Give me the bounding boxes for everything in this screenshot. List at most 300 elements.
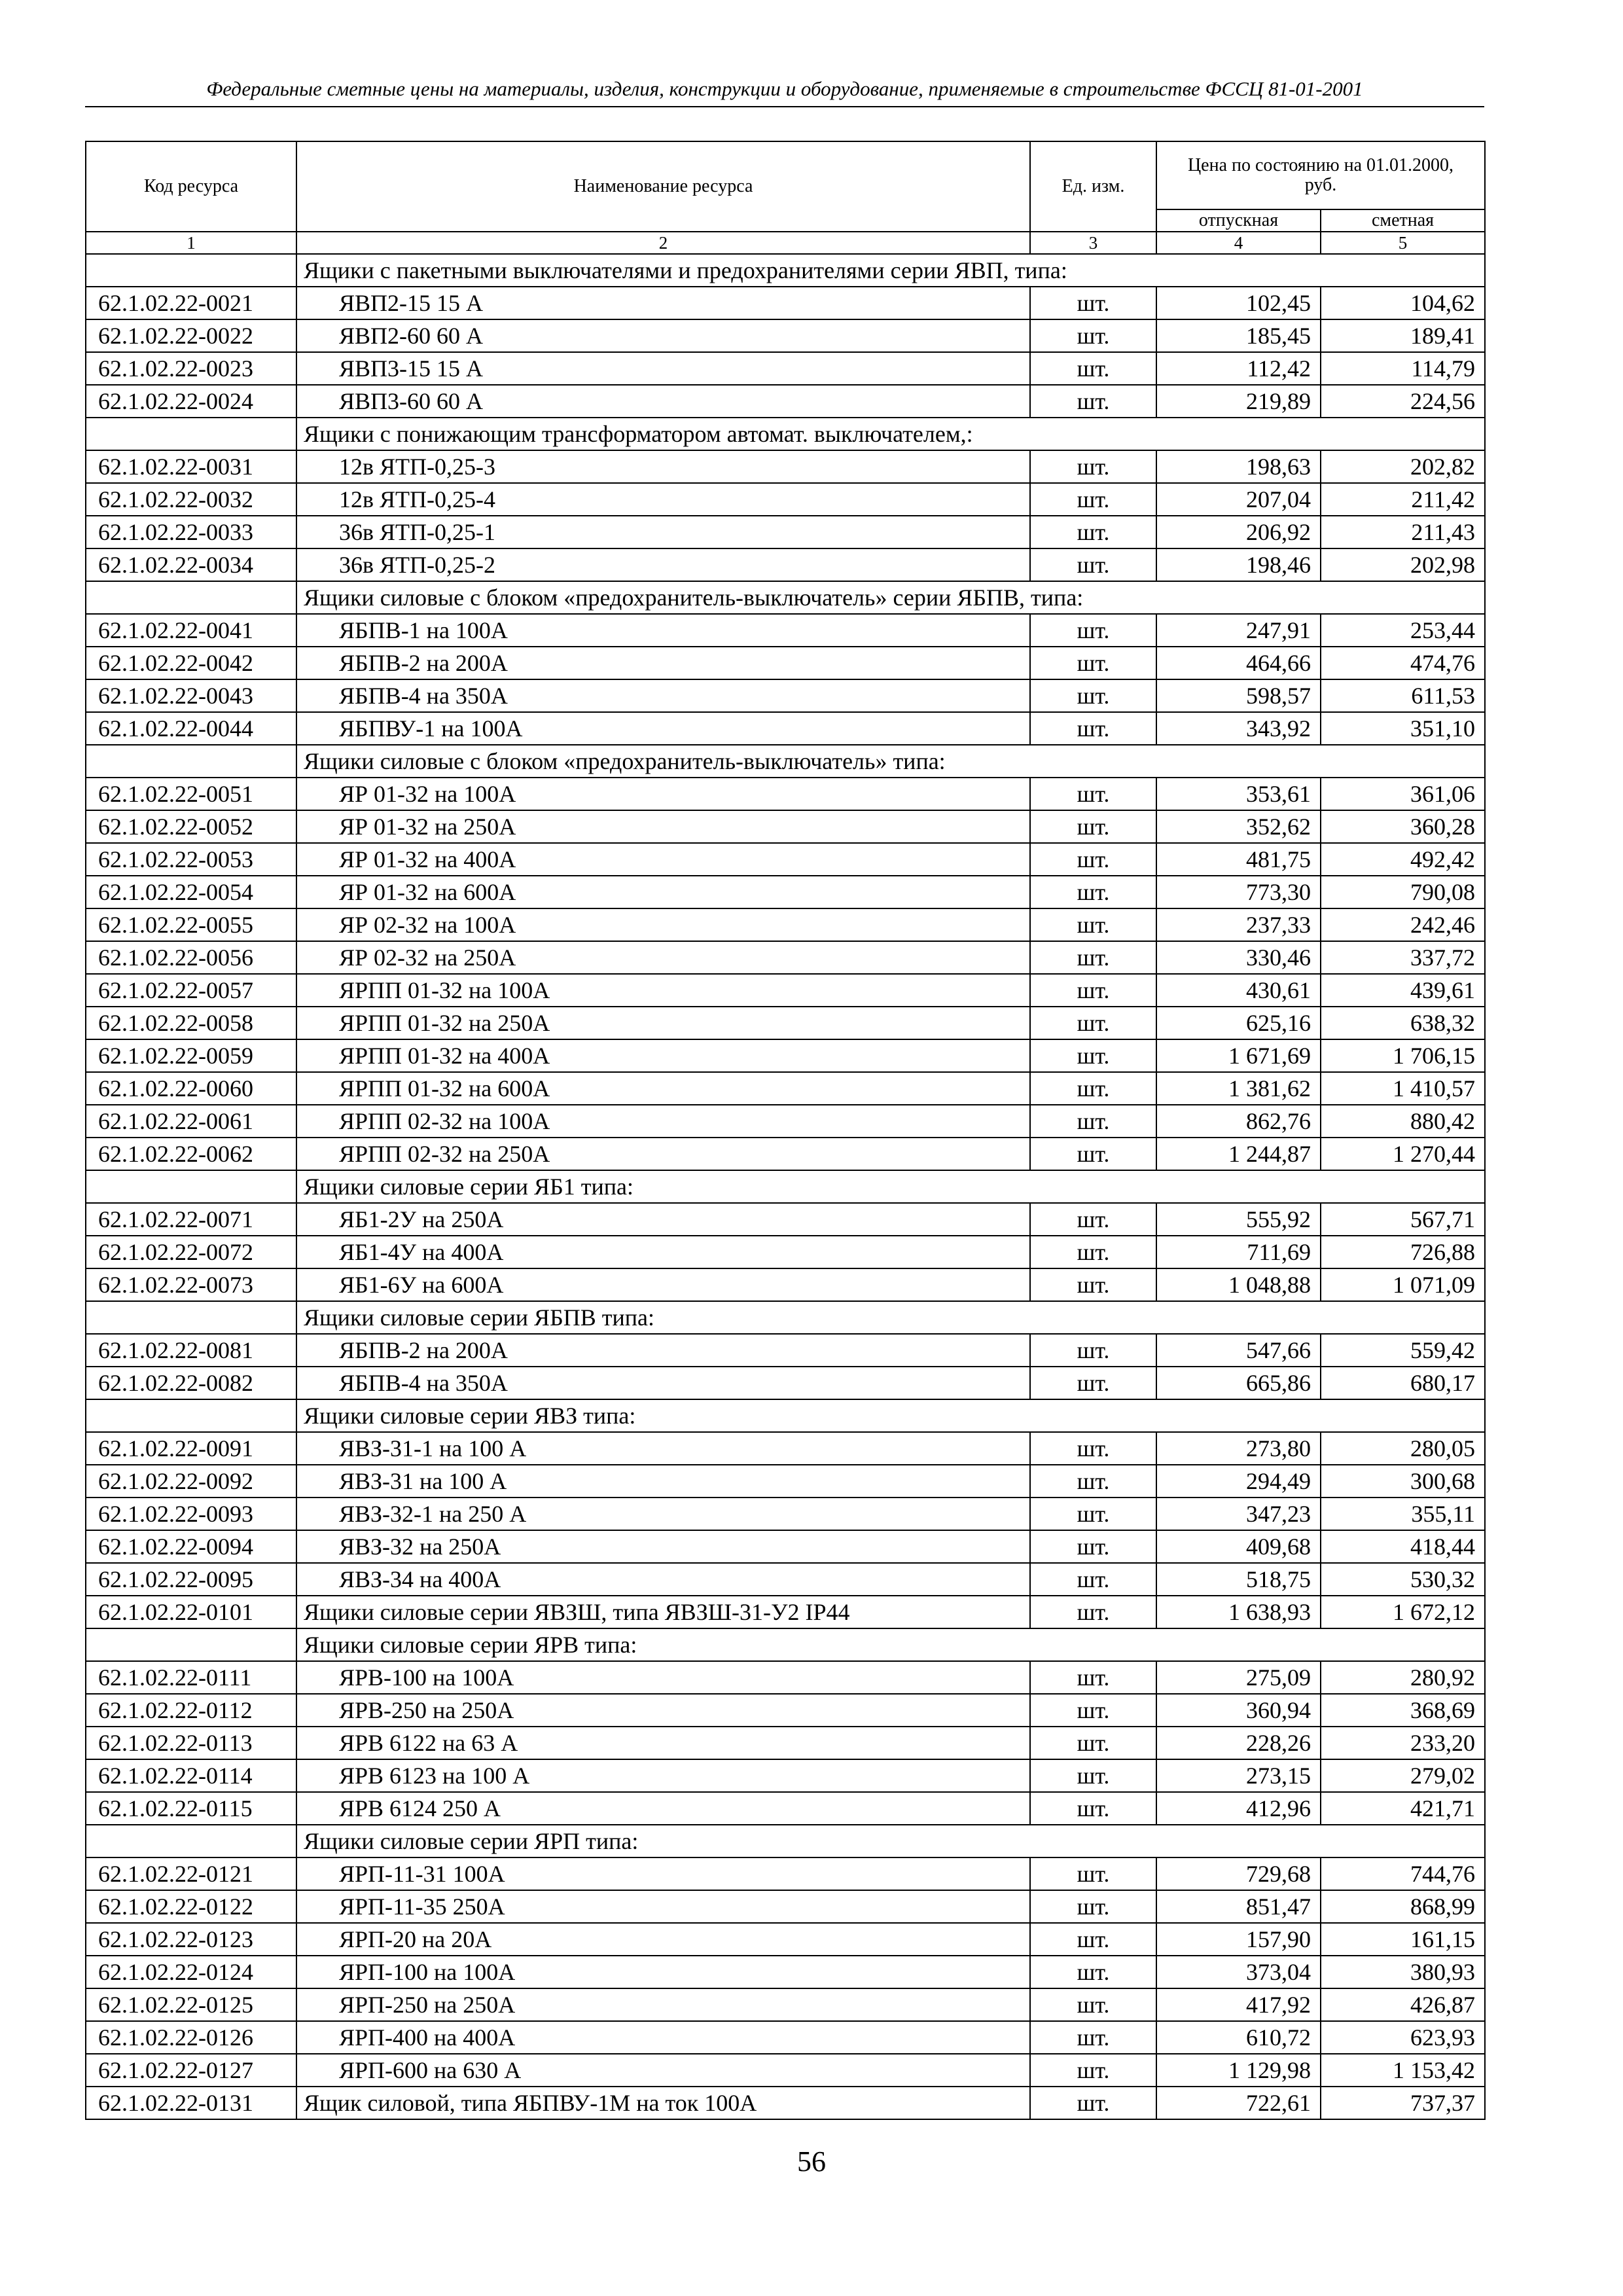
table-row <box>86 1890 1485 1923</box>
table-row <box>86 679 1485 712</box>
column-number: 4 <box>1156 232 1321 254</box>
table-row <box>86 810 1485 843</box>
table-row <box>86 1367 1485 1399</box>
release-price: 228,26 <box>1156 1727 1321 1759</box>
resource-code: 62.1.02.22-0071 <box>86 1203 296 1236</box>
release-price: 360,94 <box>1156 1694 1321 1727</box>
resource-name: ЯРВ 6123 на 100 А <box>296 1759 1030 1792</box>
unit-of-measure: шт. <box>1030 810 1156 843</box>
resource-code: 62.1.02.22-0022 <box>86 319 296 352</box>
resource-code: 62.1.02.22-0093 <box>86 1498 296 1530</box>
resource-name: ЯВП2-60 60 А <box>296 319 1030 352</box>
table-row <box>86 876 1485 908</box>
section-title: Ящики с пакетными выключателями и предохранителями серии ЯВП, типа: <box>296 254 1485 287</box>
resource-code: 62.1.02.22-0024 <box>86 385 296 418</box>
table-row <box>86 1432 1485 1465</box>
resource-code: 62.1.02.22-0033 <box>86 516 296 548</box>
release-price: 273,15 <box>1156 1759 1321 1792</box>
release-price: 851,47 <box>1156 1890 1321 1923</box>
unit-of-measure: шт. <box>1030 1988 1156 2021</box>
resource-name: ЯРП-11-35 250А <box>296 1890 1030 1923</box>
unit-of-measure: шт. <box>1030 1268 1156 1301</box>
resource-name: ЯР 01-32 на 100А <box>296 778 1030 810</box>
price-table <box>85 141 1486 2120</box>
section-title: Ящики с понижающим трансформатором автомат. выключателем,: <box>296 418 1485 450</box>
resource-code: 62.1.02.22-0095 <box>86 1563 296 1596</box>
release-price: 555,92 <box>1156 1203 1321 1236</box>
resource-code: 62.1.02.22-0058 <box>86 1007 296 1039</box>
unit-of-measure: шт. <box>1030 1759 1156 1792</box>
table-row <box>86 1988 1485 2021</box>
resource-code: 62.1.02.22-0052 <box>86 810 296 843</box>
resource-name: ЯРВ-250 на 250А <box>296 1694 1030 1727</box>
estimate-price: 638,32 <box>1321 1007 1485 1039</box>
section-spacer <box>86 254 296 287</box>
release-price: 219,89 <box>1156 385 1321 418</box>
release-price: 237,33 <box>1156 908 1321 941</box>
release-price: 198,46 <box>1156 548 1321 581</box>
table-row <box>86 2021 1485 2054</box>
resource-name: ЯБ1-2У на 250А <box>296 1203 1030 1236</box>
resource-name: Ящики силовые серии ЯВЗШ, типа ЯВЗШ-31-У2 IP44 <box>296 1596 1030 1628</box>
estimate-price: 439,61 <box>1321 974 1485 1007</box>
resource-name: ЯРП-20 на 20А <box>296 1923 1030 1956</box>
section-row <box>86 418 1485 450</box>
col-header-estimate: сметная <box>1321 209 1485 232</box>
release-price: 112,42 <box>1156 352 1321 385</box>
section-spacer <box>86 1825 296 1857</box>
resource-name: ЯВЗ-32 на 250А <box>296 1530 1030 1563</box>
estimate-price: 242,46 <box>1321 908 1485 941</box>
resource-name: ЯРВ 6124 250 А <box>296 1792 1030 1825</box>
release-price: 464,66 <box>1156 647 1321 679</box>
estimate-price: 680,17 <box>1321 1367 1485 1399</box>
col-header-release: отпускная <box>1156 209 1321 232</box>
table-row <box>86 1923 1485 1956</box>
table-row <box>86 1465 1485 1498</box>
resource-name: ЯБПВ-2 на 200А <box>296 647 1030 679</box>
release-price: 330,46 <box>1156 941 1321 974</box>
table-row <box>86 385 1485 418</box>
table-row <box>86 1105 1485 1138</box>
release-price: 430,61 <box>1156 974 1321 1007</box>
estimate-price: 233,20 <box>1321 1727 1485 1759</box>
estimate-price: 726,88 <box>1321 1236 1485 1268</box>
table-row <box>86 778 1485 810</box>
section-title: Ящики силовые серии ЯВЗ типа: <box>296 1399 1485 1432</box>
table-row <box>86 908 1485 941</box>
estimate-price: 104,62 <box>1321 287 1485 319</box>
unit-of-measure: шт. <box>1030 1792 1156 1825</box>
estimate-price: 380,93 <box>1321 1956 1485 1988</box>
release-price: 207,04 <box>1156 483 1321 516</box>
release-price: 729,68 <box>1156 1857 1321 1890</box>
header-divider <box>85 106 1484 107</box>
table-row <box>86 712 1485 745</box>
resource-code: 62.1.02.22-0042 <box>86 647 296 679</box>
resource-name: ЯВЗ-34 на 400А <box>296 1563 1030 1596</box>
column-number: 5 <box>1321 232 1485 254</box>
estimate-price: 1 153,42 <box>1321 2054 1485 2087</box>
resource-code: 62.1.02.22-0031 <box>86 450 296 483</box>
unit-of-measure: шт. <box>1030 287 1156 319</box>
section-spacer <box>86 581 296 614</box>
unit-of-measure: шт. <box>1030 1661 1156 1694</box>
resource-code: 62.1.02.22-0127 <box>86 2054 296 2087</box>
table-row <box>86 1956 1485 1988</box>
table-row <box>86 1759 1485 1792</box>
estimate-price: 355,11 <box>1321 1498 1485 1530</box>
resource-code: 62.1.02.22-0115 <box>86 1792 296 1825</box>
resource-name: ЯРП-11-31 100А <box>296 1857 1030 1890</box>
table-row <box>86 614 1485 647</box>
estimate-price: 744,76 <box>1321 1857 1485 1890</box>
resource-code: 62.1.02.22-0091 <box>86 1432 296 1465</box>
unit-of-measure: шт. <box>1030 1923 1156 1956</box>
table-row <box>86 1857 1485 1890</box>
unit-of-measure: шт. <box>1030 908 1156 941</box>
unit-of-measure: шт. <box>1030 614 1156 647</box>
resource-name: 12в ЯТП-0,25-4 <box>296 483 1030 516</box>
table-row <box>86 2054 1485 2087</box>
section-row <box>86 1825 1485 1857</box>
section-title: Ящики силовые серии ЯБПВ типа: <box>296 1301 1485 1334</box>
resource-name: ЯРПП 01-32 на 250А <box>296 1007 1030 1039</box>
table-row <box>86 1596 1485 1628</box>
release-price: 598,57 <box>1156 679 1321 712</box>
resource-code: 62.1.02.22-0124 <box>86 1956 296 1988</box>
estimate-price: 368,69 <box>1321 1694 1485 1727</box>
resource-code: 62.1.02.22-0121 <box>86 1857 296 1890</box>
section-row <box>86 1301 1485 1334</box>
release-price: 353,61 <box>1156 778 1321 810</box>
estimate-price: 737,37 <box>1321 2087 1485 2119</box>
col-header-name: Наименование ресурса <box>296 141 1030 232</box>
resource-code: 62.1.02.22-0094 <box>86 1530 296 1563</box>
resource-code: 62.1.02.22-0082 <box>86 1367 296 1399</box>
resource-name: ЯБПВ-1 на 100А <box>296 614 1030 647</box>
estimate-price: 360,28 <box>1321 810 1485 843</box>
release-price: 722,61 <box>1156 2087 1321 2119</box>
resource-name: ЯБПВУ-1 на 100А <box>296 712 1030 745</box>
unit-of-measure: шт. <box>1030 1203 1156 1236</box>
table-row <box>86 1138 1485 1170</box>
table-row <box>86 483 1485 516</box>
unit-of-measure: шт. <box>1030 1498 1156 1530</box>
unit-of-measure: шт. <box>1030 778 1156 810</box>
price-table-body <box>86 141 1485 2119</box>
resource-code: 62.1.02.22-0034 <box>86 548 296 581</box>
table-row <box>86 352 1485 385</box>
unit-of-measure: шт. <box>1030 1694 1156 1727</box>
resource-code: 62.1.02.22-0032 <box>86 483 296 516</box>
estimate-price: 211,42 <box>1321 483 1485 516</box>
estimate-price: 337,72 <box>1321 941 1485 974</box>
table-row <box>86 1563 1485 1596</box>
release-price: 711,69 <box>1156 1236 1321 1268</box>
resource-code: 62.1.02.22-0113 <box>86 1727 296 1759</box>
release-price: 352,62 <box>1156 810 1321 843</box>
estimate-price: 492,42 <box>1321 843 1485 876</box>
unit-of-measure: шт. <box>1030 1334 1156 1367</box>
unit-of-measure: шт. <box>1030 1039 1156 1072</box>
estimate-price: 202,82 <box>1321 450 1485 483</box>
release-price: 773,30 <box>1156 876 1321 908</box>
unit-of-measure: шт. <box>1030 548 1156 581</box>
release-price: 1 048,88 <box>1156 1268 1321 1301</box>
release-price: 409,68 <box>1156 1530 1321 1563</box>
resource-name: 12в ЯТП-0,25-3 <box>296 450 1030 483</box>
table-row <box>86 1661 1485 1694</box>
estimate-price: 361,06 <box>1321 778 1485 810</box>
resource-code: 62.1.02.22-0122 <box>86 1890 296 1923</box>
release-price: 275,09 <box>1156 1661 1321 1694</box>
release-price: 1 244,87 <box>1156 1138 1321 1170</box>
table-row <box>86 843 1485 876</box>
resource-code: 62.1.02.22-0023 <box>86 352 296 385</box>
estimate-price: 567,71 <box>1321 1203 1485 1236</box>
unit-of-measure: шт. <box>1030 941 1156 974</box>
resource-code: 62.1.02.22-0051 <box>86 778 296 810</box>
table-row <box>86 1334 1485 1367</box>
estimate-price: 253,44 <box>1321 614 1485 647</box>
estimate-price: 623,93 <box>1321 2021 1485 2054</box>
section-title: Ящики силовые серии ЯРВ типа: <box>296 1628 1485 1661</box>
section-title: Ящики силовые с блоком «предохранитель-выключатель» типа: <box>296 745 1485 778</box>
section-spacer <box>86 1399 296 1432</box>
resource-name: ЯБПВ-4 на 350А <box>296 679 1030 712</box>
estimate-price: 279,02 <box>1321 1759 1485 1792</box>
section-spacer <box>86 1170 296 1203</box>
table-row <box>86 1007 1485 1039</box>
resource-name: 36в ЯТП-0,25-1 <box>296 516 1030 548</box>
estimate-price: 426,87 <box>1321 1988 1485 2021</box>
unit-of-measure: шт. <box>1030 1563 1156 1596</box>
section-title: Ящики силовые с блоком «предохранитель-выключатель» серии ЯБПВ, типа: <box>296 581 1485 614</box>
resource-code: 62.1.02.22-0055 <box>86 908 296 941</box>
release-price: 294,49 <box>1156 1465 1321 1498</box>
estimate-price: 224,56 <box>1321 385 1485 418</box>
estimate-price: 790,08 <box>1321 876 1485 908</box>
section-spacer <box>86 1301 296 1334</box>
table-row <box>86 1694 1485 1727</box>
section-spacer <box>86 745 296 778</box>
table-row <box>86 941 1485 974</box>
resource-name: ЯР 02-32 на 100А <box>296 908 1030 941</box>
resource-name: ЯРП-400 на 400А <box>296 2021 1030 2054</box>
unit-of-measure: шт. <box>1030 1465 1156 1498</box>
resource-code: 62.1.02.22-0062 <box>86 1138 296 1170</box>
estimate-price: 418,44 <box>1321 1530 1485 1563</box>
resource-name: ЯБ1-6У на 600А <box>296 1268 1030 1301</box>
release-price: 247,91 <box>1156 614 1321 647</box>
estimate-price: 161,15 <box>1321 1923 1485 1956</box>
table-row <box>86 1072 1485 1105</box>
resource-code: 62.1.02.22-0081 <box>86 1334 296 1367</box>
resource-name: ЯВЗ-31-1 на 100 А <box>296 1432 1030 1465</box>
resource-code: 62.1.02.22-0056 <box>86 941 296 974</box>
release-price: 1 381,62 <box>1156 1072 1321 1105</box>
unit-of-measure: шт. <box>1030 712 1156 745</box>
resource-code: 62.1.02.22-0061 <box>86 1105 296 1138</box>
estimate-price: 421,71 <box>1321 1792 1485 1825</box>
release-price: 862,76 <box>1156 1105 1321 1138</box>
resource-name: ЯР 01-32 на 600А <box>296 876 1030 908</box>
estimate-price: 211,43 <box>1321 516 1485 548</box>
resource-name: ЯРВ-100 на 100А <box>296 1661 1030 1694</box>
resource-name: ЯРП-100 на 100А <box>296 1956 1030 1988</box>
resource-code: 62.1.02.22-0112 <box>86 1694 296 1727</box>
table-row <box>86 1792 1485 1825</box>
estimate-price: 880,42 <box>1321 1105 1485 1138</box>
unit-of-measure: шт. <box>1030 1890 1156 1923</box>
unit-of-measure: шт. <box>1030 483 1156 516</box>
resource-code: 62.1.02.22-0053 <box>86 843 296 876</box>
resource-code: 62.1.02.22-0111 <box>86 1661 296 1694</box>
estimate-price: 1 410,57 <box>1321 1072 1485 1105</box>
unit-of-measure: шт. <box>1030 974 1156 1007</box>
resource-name: ЯБ1-4У на 400А <box>296 1236 1030 1268</box>
estimate-price: 300,68 <box>1321 1465 1485 1498</box>
resource-name: ЯРПП 01-32 на 400А <box>296 1039 1030 1072</box>
release-price: 625,16 <box>1156 1007 1321 1039</box>
resource-name: ЯБПВ-4 на 350А <box>296 1367 1030 1399</box>
resource-code: 62.1.02.22-0054 <box>86 876 296 908</box>
column-number: 2 <box>296 232 1030 254</box>
estimate-price: 868,99 <box>1321 1890 1485 1923</box>
resource-code: 62.1.02.22-0123 <box>86 1923 296 1956</box>
release-price: 102,45 <box>1156 287 1321 319</box>
release-price: 206,92 <box>1156 516 1321 548</box>
release-price: 547,66 <box>1156 1334 1321 1367</box>
section-spacer <box>86 1628 296 1661</box>
estimate-price: 1 270,44 <box>1321 1138 1485 1170</box>
resource-name: Ящик силовой, типа ЯБПВУ-1М на ток 100А <box>296 2087 1030 2119</box>
table-row <box>86 548 1485 581</box>
release-price: 343,92 <box>1156 712 1321 745</box>
unit-of-measure: шт. <box>1030 1857 1156 1890</box>
resource-code: 62.1.02.22-0057 <box>86 974 296 1007</box>
release-price: 347,23 <box>1156 1498 1321 1530</box>
estimate-price: 1 672,12 <box>1321 1596 1485 1628</box>
column-number: 1 <box>86 232 296 254</box>
resource-name: ЯРП-600 на 630 А <box>296 2054 1030 2087</box>
table-row <box>86 974 1485 1007</box>
resource-name: ЯВП3-60 60 А <box>296 385 1030 418</box>
unit-of-measure: шт. <box>1030 1007 1156 1039</box>
estimate-price: 114,79 <box>1321 352 1485 385</box>
unit-of-measure: шт. <box>1030 1432 1156 1465</box>
table-row <box>86 1727 1485 1759</box>
col-header-unit: Ед. изм. <box>1030 141 1156 232</box>
section-title: Ящики силовые серии ЯРП типа: <box>296 1825 1485 1857</box>
resource-code: 62.1.02.22-0125 <box>86 1988 296 2021</box>
col-header-code: Код ресурса <box>86 141 296 232</box>
resource-name: ЯРПП 02-32 на 100А <box>296 1105 1030 1138</box>
resource-name: ЯР 01-32 на 400А <box>296 843 1030 876</box>
unit-of-measure: шт. <box>1030 843 1156 876</box>
resource-code: 62.1.02.22-0131 <box>86 2087 296 2119</box>
table-row <box>86 450 1485 483</box>
unit-of-measure: шт. <box>1030 1956 1156 1988</box>
resource-code: 62.1.02.22-0101 <box>86 1596 296 1628</box>
resource-name: ЯВЗ-32-1 на 250 А <box>296 1498 1030 1530</box>
section-row <box>86 745 1485 778</box>
column-number-row <box>86 232 1485 254</box>
unit-of-measure: шт. <box>1030 2021 1156 2054</box>
unit-of-measure: шт. <box>1030 1596 1156 1628</box>
resource-name: ЯРП-250 на 250А <box>296 1988 1030 2021</box>
resource-name: ЯРПП 02-32 на 250А <box>296 1138 1030 1170</box>
resource-code: 62.1.02.22-0041 <box>86 614 296 647</box>
resource-code: 62.1.02.22-0092 <box>86 1465 296 1498</box>
resource-name: ЯР 02-32 на 250А <box>296 941 1030 974</box>
section-spacer <box>86 418 296 450</box>
unit-of-measure: шт. <box>1030 319 1156 352</box>
unit-of-measure: шт. <box>1030 352 1156 385</box>
resource-name: ЯР 01-32 на 250А <box>296 810 1030 843</box>
estimate-price: 611,53 <box>1321 679 1485 712</box>
resource-code: 62.1.02.22-0072 <box>86 1236 296 1268</box>
page-header: Федеральные сметные цены на материалы, изделия, конструкции и оборудование, применяемые в строительстве ФССЦ 81-01-2001 <box>206 77 1363 100</box>
release-price: 273,80 <box>1156 1432 1321 1465</box>
resource-name: 36в ЯТП-0,25-2 <box>296 548 1030 581</box>
release-price: 481,75 <box>1156 843 1321 876</box>
unit-of-measure: шт. <box>1030 876 1156 908</box>
estimate-price: 474,76 <box>1321 647 1485 679</box>
resource-code: 62.1.02.22-0043 <box>86 679 296 712</box>
table-row <box>86 2087 1485 2119</box>
section-row <box>86 1628 1485 1661</box>
unit-of-measure: шт. <box>1030 647 1156 679</box>
release-price: 157,90 <box>1156 1923 1321 1956</box>
resource-code: 62.1.02.22-0114 <box>86 1759 296 1792</box>
release-price: 185,45 <box>1156 319 1321 352</box>
resource-name: ЯВП3-15 15 А <box>296 352 1030 385</box>
unit-of-measure: шт. <box>1030 1530 1156 1563</box>
resource-code: 62.1.02.22-0126 <box>86 2021 296 2054</box>
resource-name: ЯВП2-15 15 А <box>296 287 1030 319</box>
table-row <box>86 1203 1485 1236</box>
unit-of-measure: шт. <box>1030 450 1156 483</box>
table-row <box>86 1268 1485 1301</box>
unit-of-measure: шт. <box>1030 1105 1156 1138</box>
section-row <box>86 581 1485 614</box>
release-price: 1 638,93 <box>1156 1596 1321 1628</box>
table-row <box>86 1498 1485 1530</box>
unit-of-measure: шт. <box>1030 1367 1156 1399</box>
estimate-price: 530,32 <box>1321 1563 1485 1596</box>
unit-of-measure: шт. <box>1030 1138 1156 1170</box>
release-price: 1 671,69 <box>1156 1039 1321 1072</box>
estimate-price: 280,92 <box>1321 1661 1485 1694</box>
release-price: 1 129,98 <box>1156 2054 1321 2087</box>
table-row <box>86 1236 1485 1268</box>
unit-of-measure: шт. <box>1030 1236 1156 1268</box>
table-row <box>86 287 1485 319</box>
resource-name: ЯРПП 01-32 на 100А <box>296 974 1030 1007</box>
table-row <box>86 516 1485 548</box>
estimate-price: 1 071,09 <box>1321 1268 1485 1301</box>
unit-of-measure: шт. <box>1030 385 1156 418</box>
table-row <box>86 1039 1485 1072</box>
estimate-price: 280,05 <box>1321 1432 1485 1465</box>
resource-name: ЯВЗ-31 на 100 А <box>296 1465 1030 1498</box>
section-title: Ящики силовые серии ЯБ1 типа: <box>296 1170 1485 1203</box>
release-price: 198,63 <box>1156 450 1321 483</box>
page-number: 56 <box>797 2145 826 2178</box>
release-price: 417,92 <box>1156 1988 1321 2021</box>
